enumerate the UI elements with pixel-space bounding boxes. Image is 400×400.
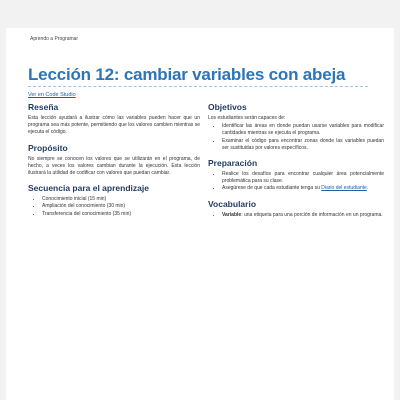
list-item [222, 185, 384, 192]
title-divider [28, 86, 368, 87]
objetivos-heading: Objetivos [208, 102, 247, 112]
document-header: Aprendo a Programar [30, 36, 79, 42]
resena-heading: Reseña [28, 102, 59, 112]
code-studio-link[interactable]: Ver en Code Studio [28, 92, 76, 98]
list-item: • Transferencia del conocimiento (35 min) [42, 211, 200, 218]
secuencia-section [28, 183, 200, 218]
list-item: • Examinar el código para encontrar zonas donde las variables puedan ser sustituidas por valores específicos. [222, 138, 384, 152]
list-item: • Ampliación del conocimiento (30 min) [42, 203, 200, 210]
list-item [222, 212, 384, 219]
list-item: • Identificar las áreas en donde puedan usarse variables para modificar cantidades mientras se ejecuta el programa. [222, 123, 384, 137]
preparacion-section [208, 158, 384, 193]
proposito-body: No siempre se conocen los valores que se utilizarán en el programa, de hecho, a veces los valores cambian durante la ejecución. Esta lección ilustrará la utilidad de codificar con valores que puedan cambiar. [28, 155, 200, 177]
preparacion-item2-prefix: Asegúrese de que cada estudiante tenga su [222, 185, 322, 192]
right-column [208, 102, 384, 225]
proposito-heading: Propósito [28, 142, 68, 153]
left-column [28, 102, 200, 224]
list-item: • Conocimiento inicial (15 min) [42, 196, 200, 203]
diario-estudiante-link[interactable]: Diario del estudiante [321, 185, 367, 192]
objetivos-intro: Los estudiantes serán capaces de: [208, 115, 286, 121]
resena-body: Esta lección ayudará a ilustrar cómo las variables pueden hacer que un programa sea más potente, permitiendo que los valores cambien mientras se ejecuta el código. [28, 115, 200, 136]
secuencia-list [28, 196, 200, 218]
document-page [6, 28, 394, 400]
vocabulario-list [208, 212, 384, 219]
preparacion-heading: Preparación [208, 158, 258, 169]
resena-section [28, 102, 200, 137]
page-title: Lección 12: cambiar variables con abeja [28, 65, 346, 84]
list-item: • Realice los desafíos para encontrar cualquier área potencialmente problemática para su clase. [222, 171, 384, 185]
vocabulario-definition: : una etiqueta para una porción de información en un programa. [241, 211, 383, 218]
secuencia-heading: Secuencia para el aprendizaje [28, 183, 149, 194]
vocabulario-heading: Vocabulario [208, 198, 257, 209]
preparacion-item2-suffix: . [366, 185, 369, 192]
objetivos-list [208, 123, 384, 152]
vocabulario-section [208, 199, 384, 219]
proposito-section [28, 143, 200, 178]
preparacion-list [208, 171, 384, 193]
vocabulario-term: Variable [222, 211, 242, 218]
objetivos-section [208, 102, 384, 152]
